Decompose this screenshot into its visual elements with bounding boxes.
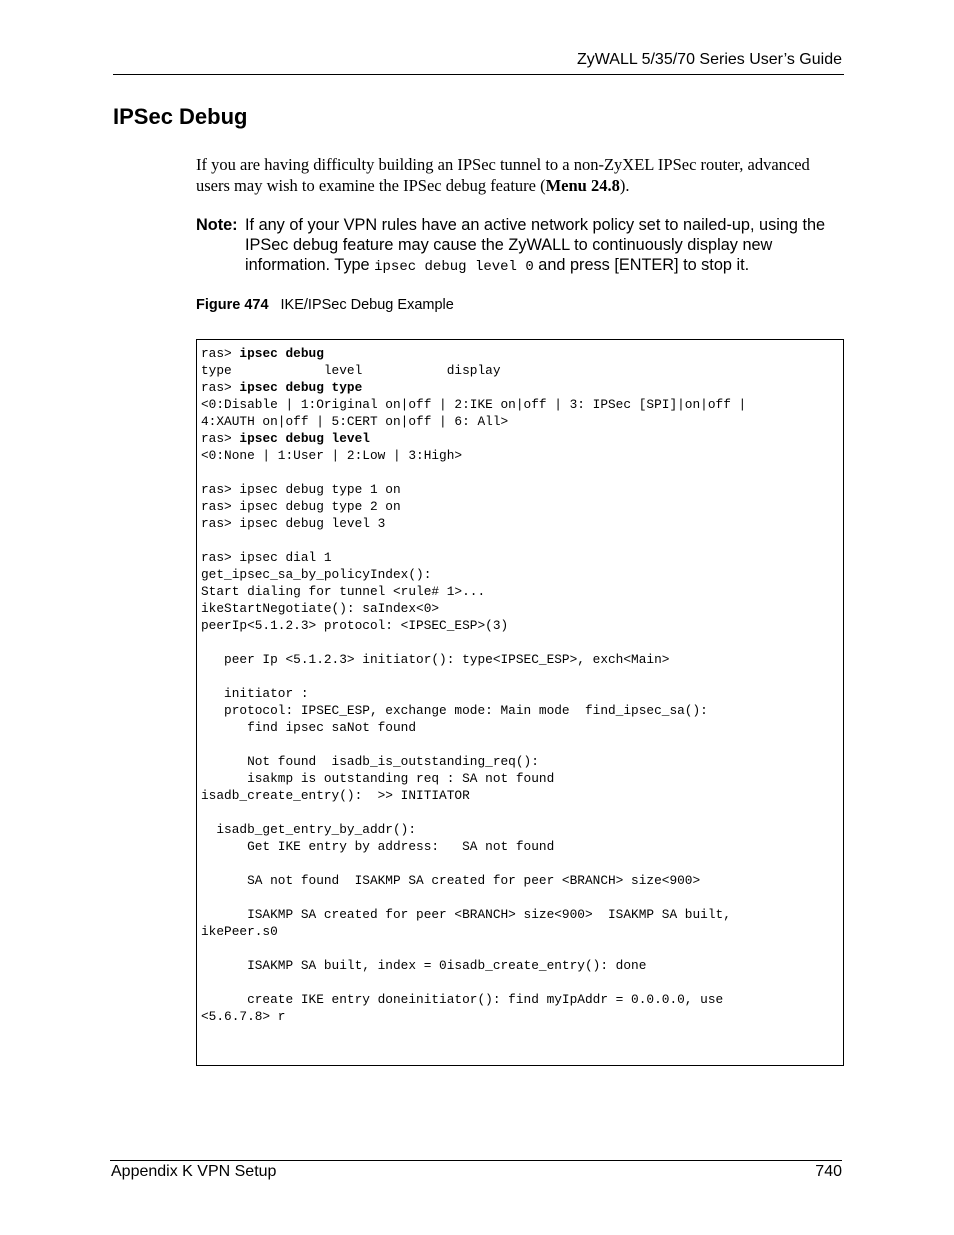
figure-caption [196,297,454,313]
code-line [201,498,843,515]
code-line [201,481,843,498]
code-line [201,617,843,634]
code-line [201,345,843,362]
code-line [201,974,843,991]
code-line [201,889,843,906]
code-line-text: ras> ipsec debug level 3 [201,516,386,531]
code-line [201,430,843,447]
intro-text-after: ). [619,176,630,195]
code-line [201,736,843,753]
code-line [201,600,843,617]
page-number: 740 [815,1163,842,1180]
code-line-text: initiator : [201,686,309,701]
code-line-text: ras> [201,346,240,361]
running-header: ZyWALL 5/35/70 Series User’s Guide [576,51,842,68]
figure-title: IKE/IPSec Debug Example [280,297,454,313]
code-line [201,838,843,855]
code-line [201,685,843,702]
code-line [201,804,843,821]
code-line [201,549,843,566]
code-line [201,787,843,804]
code-line-text: create IKE entry doneinitiator(): find myIpAddr = 0.0.0.0, use [201,992,724,1007]
code-line [201,855,843,872]
note-body [245,215,846,277]
code-line-text: ras> ipsec debug type 2 on [201,499,401,514]
code-line [201,1008,843,1025]
code-line-text: Get IKE entry by address: SA not found [201,839,555,854]
code-line-text: ras> ipsec dial 1 [201,550,332,565]
note-text-before: If any of your VPN rules have an active network policy set to nailed-up, using the IPSec debug feature may cause the ZyWALL to continuously display new information. Type [245,216,826,274]
code-line-text: ikePeer.s0 [201,924,278,939]
code-line [201,515,843,532]
code-line [201,719,843,736]
code-line-text: get_ipsec_sa_by_policyIndex(): [201,567,432,582]
code-line-text: ikeStartNegotiate(): saIndex<0> [201,601,440,616]
code-line [201,532,843,549]
note-text-after: and press [ENTER] to stop it. [533,256,750,274]
code-line-text: SA not found ISAKMP SA created for peer <BRANCH> size<900> [201,873,701,888]
code-line [201,566,843,583]
code-line-text: ras> [201,380,240,395]
footer-section-name: Appendix K VPN Setup [111,1163,277,1180]
code-line [201,447,843,464]
code-line [201,362,843,379]
code-line-text: peerIp<5.1.2.3> protocol: <IPSEC_ESP>(3) [201,618,509,633]
code-line-text: protocol: IPSEC_ESP, exchange mode: Main mode find_ipsec_sa(): [201,703,708,718]
code-line-text: Start dialing for tunnel <rule# 1>... [201,584,486,599]
code-line [201,872,843,889]
code-line-text: <5.6.7.8> r [201,1009,286,1024]
code-line [201,668,843,685]
code-line-text: Not found isadb_is_outstanding_req(): [201,754,539,769]
code-line-text: find ipsec saNot found [201,720,417,735]
code-line-text: isakmp is outstanding req : SA not found [201,771,555,786]
intro-text-before: If you are having difficulty building an IPSec tunnel to a non-ZyXEL IPSec router, advanced users may wish to examine the IPSec debug feature ( [196,155,810,195]
code-line [201,770,843,787]
code-line [201,583,843,600]
code-line-text: ras> [201,431,240,446]
code-line-text: peer Ip <5.1.2.3> initiator(): type<IPSEC_ESP>, exch<Main> [201,652,670,667]
code-line-text: ISAKMP SA created for peer <BRANCH> size<900> ISAKMP SA built, [201,907,731,922]
header-rule [113,74,844,75]
code-line [201,821,843,838]
code-line [201,991,843,1008]
intro-paragraph [196,154,842,196]
code-line-command: ipsec debug type [239,380,363,395]
code-line [201,379,843,396]
code-line-text: type level display [201,363,501,378]
code-line [201,923,843,940]
code-line [201,940,843,957]
code-line-text: <0:Disable | 1:Original on|off | 2:IKE on|off | 3: IPSec [SPI]|on|off | [201,397,747,412]
intro-menu-ref: Menu 24.8 [545,176,620,195]
note-command: ipsec debug level 0 [374,259,534,275]
code-line [201,396,843,413]
code-line [201,634,843,651]
section-title: IPSec Debug [113,104,248,129]
code-line [201,906,843,923]
code-line [201,957,843,974]
code-line-text: ras> ipsec debug type 1 on [201,482,401,497]
code-line-text: ISAKMP SA built, index = 0isadb_create_entry(): done [201,958,647,973]
figure-number: Figure 474 [196,297,269,313]
code-line-command: ipsec debug level [239,431,370,446]
code-line [201,753,843,770]
code-line-text: isadb_create_entry(): >> INITIATOR [201,788,470,803]
code-line [201,651,843,668]
code-line-command: ipsec debug [239,346,324,361]
code-line [201,702,843,719]
code-line [201,413,843,430]
code-example-box [196,339,844,1066]
note-label: Note: [196,216,238,234]
note-block [196,215,846,277]
code-line-text: isadb_get_entry_by_addr(): [201,822,417,837]
code-line [201,464,843,481]
footer-rule [110,1160,842,1161]
code-line-text: 4:XAUTH on|off | 5:CERT on|off | 6: All> [201,414,509,429]
code-line-text: <0:None | 1:User | 2:Low | 3:High> [201,448,463,463]
